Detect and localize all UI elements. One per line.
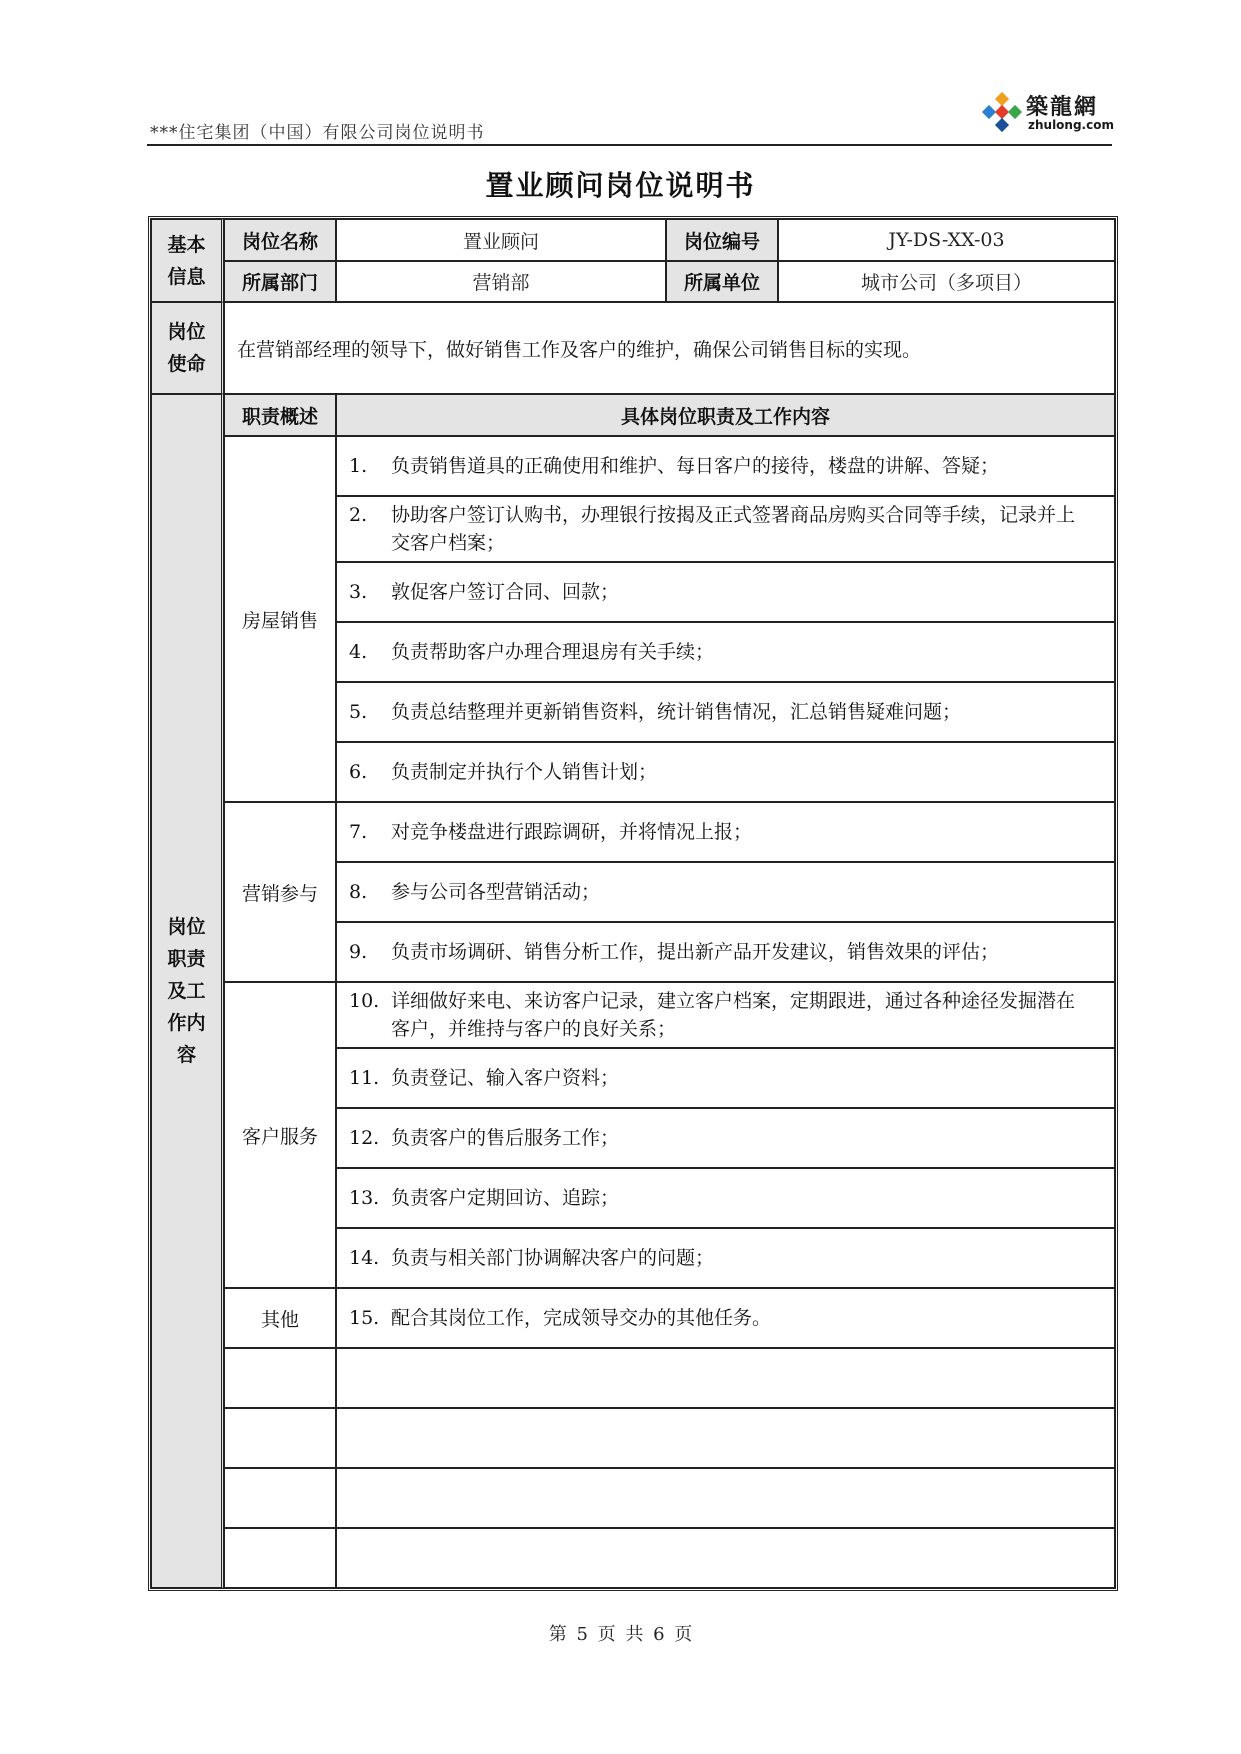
- duty-item: [336, 1288, 1115, 1348]
- duty-item: [336, 1168, 1115, 1228]
- mission-row: [151, 302, 1115, 394]
- duty-number: 7.: [349, 821, 368, 843]
- duty-number: 2.: [349, 504, 368, 526]
- duty-text: 负责销售道具的正确使用和维护、每日客户的接待，楼盘的讲解、答疑；: [391, 455, 1000, 477]
- department-value: 营销部: [336, 261, 666, 302]
- header-company-line: ***住宅集团（中国）有限公司岗位说明书: [150, 123, 485, 143]
- duty-number: 4.: [349, 641, 368, 663]
- duty-number: 12.: [349, 1127, 380, 1149]
- duty-item: [336, 982, 1115, 1048]
- empty-summary-cell: [224, 1408, 336, 1468]
- header-divider: [147, 144, 1112, 146]
- duties-header-row: [151, 394, 1115, 436]
- duty-category: 房屋销售: [224, 436, 336, 802]
- duty-text: 负责登记、输入客户资料；: [391, 1067, 620, 1089]
- duty-item: [336, 742, 1115, 802]
- logo-mark-icon: [980, 92, 1024, 136]
- detail-column-header: 具体岗位职责及工作内容: [336, 394, 1115, 436]
- empty-detail-cell: [336, 1408, 1115, 1468]
- mission-text: 在营销部经理的领导下，做好销售工作及客户的维护，确保公司销售目标的实现。: [224, 302, 1115, 394]
- empty-detail-cell: [336, 1348, 1115, 1408]
- duty-item: [336, 1108, 1115, 1168]
- duty-number: 15.: [349, 1307, 380, 1329]
- basic-row-2: [151, 261, 1115, 302]
- duty-text: 详细做好来电、来访客户记录，建立客户档案，定期跟进，通过各种途径发掘潜在客户，并维持与客户的良好关系；: [391, 990, 1076, 1040]
- empty-detail-cell: [336, 1468, 1115, 1528]
- duty-category: 其他: [224, 1288, 336, 1348]
- duty-row: [151, 436, 1115, 496]
- duty-item: [336, 862, 1115, 922]
- duty-number: 8.: [349, 881, 368, 903]
- duty-text: 负责制定并执行个人销售计划；: [391, 761, 658, 783]
- duty-number: 14.: [349, 1247, 380, 1269]
- duty-item: [336, 562, 1115, 622]
- empty-summary-cell: [224, 1348, 336, 1408]
- unit-label: 所属单位: [666, 261, 778, 302]
- document-title: 置业顾问岗位说明书: [485, 169, 756, 202]
- summary-column-header: 职责概述: [224, 394, 336, 436]
- duty-item: [336, 622, 1115, 682]
- job-code-value: JY-DS-XX-03: [778, 219, 1115, 261]
- empty-summary-cell: [224, 1468, 336, 1528]
- duty-item: [336, 436, 1115, 496]
- job-code-label: 岗位编号: [666, 219, 778, 261]
- page-number: 第 5 页 共 6 页: [548, 1624, 693, 1645]
- duty-text: 负责市场调研、销售分析工作，提出新产品开发建议，销售效果的评估；: [391, 941, 1000, 963]
- mission-label: 岗位使命: [151, 302, 224, 394]
- duty-item: [336, 496, 1115, 562]
- duty-text: 负责客户定期回访、追踪；: [391, 1187, 620, 1209]
- logo-domain: zhulong.com: [1028, 118, 1114, 132]
- duty-number: 13.: [349, 1187, 380, 1209]
- duty-text: 负责客户的售后服务工作；: [391, 1127, 620, 1149]
- job-title-label: 岗位名称: [224, 219, 336, 261]
- job-description-table: [148, 216, 1118, 1591]
- duty-number: 10.: [349, 990, 380, 1012]
- empty-row: [151, 1528, 1115, 1588]
- duty-number: 1.: [349, 455, 368, 477]
- duty-row: [151, 982, 1115, 1048]
- logo-chinese-name: 築龍網: [1026, 94, 1099, 120]
- unit-value: 城市公司（多项目）: [778, 261, 1115, 302]
- duty-number: 5.: [349, 701, 368, 723]
- basic-row-1: [151, 219, 1115, 261]
- duty-item: [336, 1228, 1115, 1288]
- empty-row: [151, 1468, 1115, 1528]
- duty-text: 负责与相关部门协调解决客户的问题；: [391, 1247, 715, 1269]
- duty-text: 参与公司各型营销活动；: [391, 881, 601, 903]
- duty-text: 负责总结整理并更新销售资料，统计销售情况，汇总销售疑难问题；: [391, 701, 962, 723]
- duty-item: [336, 802, 1115, 862]
- empty-row: [151, 1348, 1115, 1408]
- basic-info-label: 基本信息: [151, 219, 224, 302]
- empty-summary-cell: [224, 1528, 336, 1588]
- duty-number: 3.: [349, 581, 368, 603]
- duty-text: 对竞争楼盘进行跟踪调研，并将情况上报；: [391, 821, 753, 843]
- empty-row: [151, 1408, 1115, 1468]
- duty-category: 客户服务: [224, 982, 336, 1288]
- duty-text: 敦促客户签订合同、回款；: [391, 581, 620, 603]
- duty-item: [336, 1048, 1115, 1108]
- duty-row: [151, 1288, 1115, 1348]
- duty-item: [336, 682, 1115, 742]
- duty-number: 9.: [349, 941, 368, 963]
- duty-text: 负责帮助客户办理合理退房有关手续；: [391, 641, 715, 663]
- duty-number: 11.: [349, 1067, 380, 1089]
- duties-section-label: 岗位职责及工作内容: [151, 394, 224, 1588]
- zhulong-logo: [980, 88, 1114, 140]
- job-title-value: 置业顾问: [336, 219, 666, 261]
- duty-row: [151, 802, 1115, 862]
- duty-text: 配合其岗位工作，完成领导交办的其他任务。: [391, 1307, 772, 1329]
- duty-text: 协助客户签订认购书，办理银行按揭及正式签署商品房购买合同等手续，记录并上交客户档案；: [391, 504, 1076, 554]
- duty-number: 6.: [349, 761, 368, 783]
- empty-detail-cell: [336, 1528, 1115, 1588]
- duty-category: 营销参与: [224, 802, 336, 982]
- duty-item: [336, 922, 1115, 982]
- department-label: 所属部门: [224, 261, 336, 302]
